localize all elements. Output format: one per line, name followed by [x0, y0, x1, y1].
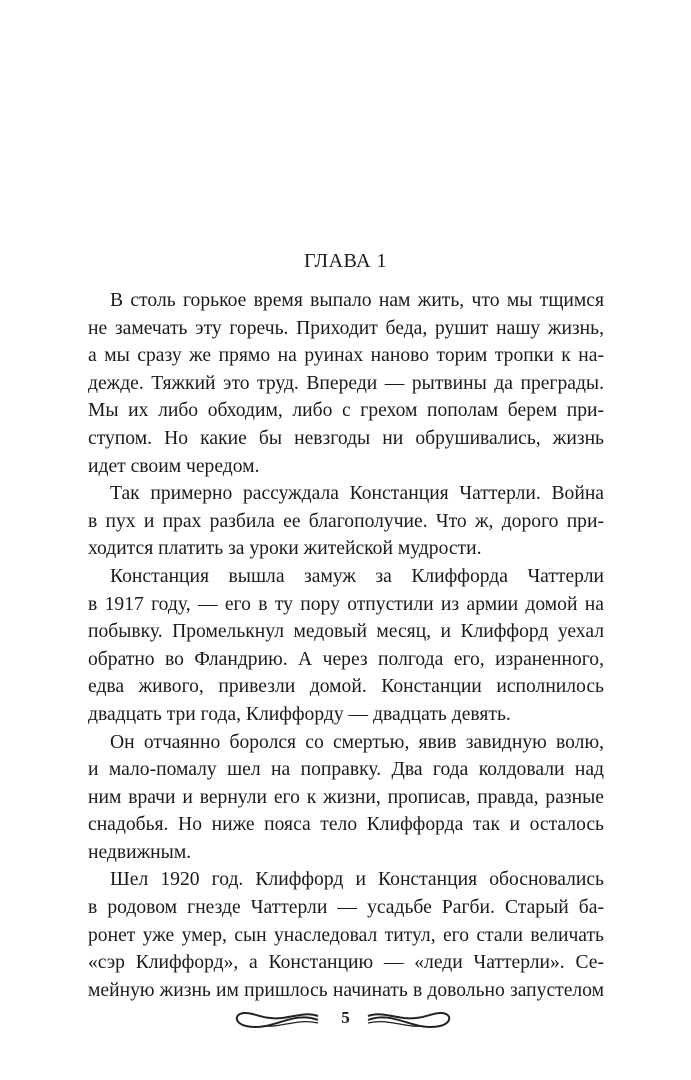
- text-line: в 1917 году, — его в ту пору отпустили из армии домой на: [88, 593, 604, 615]
- text-line: В столь горькое время выпало нам жить, что мы тщимся: [110, 290, 604, 311]
- text-line: Он отчаянно боролся со смертью, явив завидную волю,: [110, 731, 604, 753]
- text-line: ним врачи и вернули его к жизни, прописав, правда, разные: [88, 786, 604, 808]
- text-line: а мы сразу же прямо на руинах наново торим тропки к на-: [88, 345, 604, 367]
- text-line: Так примерно рассуждала Констанция Чаттерли. Война: [110, 483, 604, 505]
- text-line: ступом. Но какие бы невзгоды ни обрушивались, жизнь: [88, 427, 604, 449]
- text-line: идет своим чередом.: [88, 455, 260, 477]
- text-line: Шел 1920 год. Клиффорд и Констанция обосновались: [110, 869, 604, 891]
- text-line: и мало-помалу шел на поправку. Два года колдовали над: [88, 759, 604, 781]
- text-line: ронет уже умер, сын унаследовал титул, его стали величать: [88, 924, 604, 946]
- text-line: не замечать эту горечь. Приходит беда, рушит нашу жизнь,: [88, 317, 604, 339]
- text-line: обратно во Фландрию. А через полгода его, израненного,: [88, 648, 604, 670]
- right-ornament-icon: [364, 1006, 454, 1034]
- text-line: двадцать три года, Клиффорду — двадцать девять.: [88, 703, 511, 725]
- text-line: в пух и прах разбила ее благополучие. Что ж, дорого при-: [88, 510, 604, 532]
- text-line: недвижным.: [88, 841, 192, 863]
- text-line: ходится платить за уроки житейской мудрости.: [88, 538, 482, 560]
- text-line: «сэр Клиффорд», а Констанцию — «леди Чаттерли». Се-: [88, 952, 604, 974]
- text-line: дежде. Тяжкий это труд. Впереди — рытвины да преграды.: [88, 372, 604, 394]
- text-line: снадобья. Но ниже пояса тело Клиффорда так и осталось: [88, 814, 604, 836]
- text-line: мейную жизнь им пришлось начинать в довольно запустелом: [88, 979, 604, 1001]
- text-line: в родовом гнезде Чаттерли — усадьбе Рагби. Старый ба-: [88, 897, 604, 919]
- text-line: едва живого, привезли домой. Констанции исполнилось: [88, 676, 604, 698]
- body-text: [88, 287, 604, 1004]
- page-number: 5: [341, 1008, 350, 1027]
- page-footer: [0, 1004, 691, 1036]
- chapter-title: ГЛАВА 1: [303, 250, 388, 272]
- text-line: побывку. Промелькнул медовый месяц, и Клиффорд уехал: [88, 621, 604, 643]
- text-line: Мы их либо обходим, либо с грехом пополам берем при-: [88, 400, 604, 422]
- text-line: Констанция вышла замуж за Клиффорда Чаттерли: [110, 565, 604, 587]
